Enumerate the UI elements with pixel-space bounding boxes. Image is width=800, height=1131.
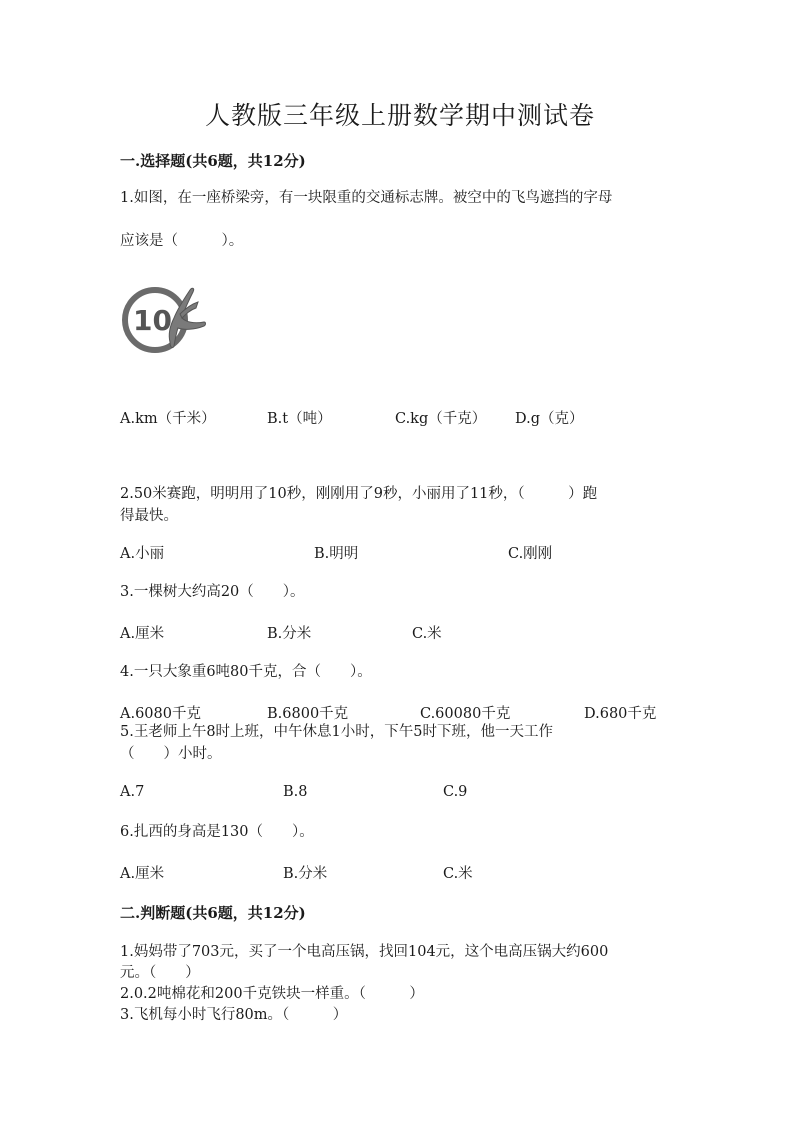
q1-option-b: B.t（吨） [267, 411, 332, 427]
section-heading-choice: 一.选择题(共6题，共12分) [120, 152, 306, 170]
weight-limit-sign-image [120, 278, 210, 358]
q4-option-c: C.60080千克 [420, 706, 511, 722]
q1-option-a: A.km（千米） [120, 411, 216, 427]
q3-option-a: A.厘米 [120, 626, 165, 642]
question-3: 3.一棵树大约高20（ ）。 [120, 584, 305, 600]
question-1-line-1: 1.如图，在一座桥梁旁，有一块限重的交通标志牌。被空中的飞鸟遮挡的字母 [120, 190, 613, 206]
q2-option-c: C.刚刚 [508, 546, 553, 562]
question-4: 4.一只大象重6吨80千克，合（ ）。 [120, 664, 372, 680]
question-5-line-2: （ ）小时。 [120, 746, 222, 762]
q1-option-c: C.kg（千克） [395, 411, 487, 427]
q4-option-a: A.6080千克 [120, 706, 201, 722]
q2-option-a: A.小丽 [120, 546, 165, 562]
q2-option-b: B.明明 [314, 546, 359, 562]
q4-option-d: D.680千克 [584, 706, 657, 722]
judgment-1-line-2: 元。（ ） [120, 965, 200, 981]
q3-option-c: C.米 [412, 626, 442, 642]
question-5-line-1: 5.王老师上午8时上班，中午休息1小时，下午5时下班，他一天工作 [120, 724, 554, 740]
q5-option-a: A.7 [120, 784, 145, 800]
question-1-line-2: 应该是（ ）。 [120, 233, 244, 249]
q5-option-b: B.8 [283, 784, 308, 800]
q6-option-b: B.分米 [283, 866, 328, 882]
q4-option-b: B.6800千克 [267, 706, 349, 722]
question-6: 6.扎西的身高是130（ ）。 [120, 824, 314, 840]
question-2-line-2: 得最快。 [120, 508, 178, 524]
sign-number: 10 [133, 304, 172, 337]
page-title: 人教版三年级上册数学期中测试卷 [204, 101, 595, 130]
judgment-1-line-1: 1.妈妈带了703元，买了一个电高压锅，找回104元，这个电高压锅大约600 [120, 944, 609, 960]
section-heading-judgment: 二.判断题(共6题，共12分) [120, 904, 306, 922]
judgment-3: 3.飞机每小时飞行80m。（ ） [120, 1007, 348, 1023]
q5-option-c: C.9 [443, 784, 468, 800]
question-2-line-1: 2.50米赛跑，明明用了10秒，刚刚用了9秒，小丽用了11秒，（ ）跑 [120, 486, 598, 502]
q1-option-d: D.g（克） [515, 411, 584, 427]
q6-option-a: A.厘米 [120, 866, 165, 882]
judgment-2: 2.0.2吨棉花和200千克铁块一样重。（ ） [120, 986, 424, 1002]
q3-option-b: B.分米 [267, 626, 312, 642]
q6-option-c: C.米 [443, 866, 473, 882]
